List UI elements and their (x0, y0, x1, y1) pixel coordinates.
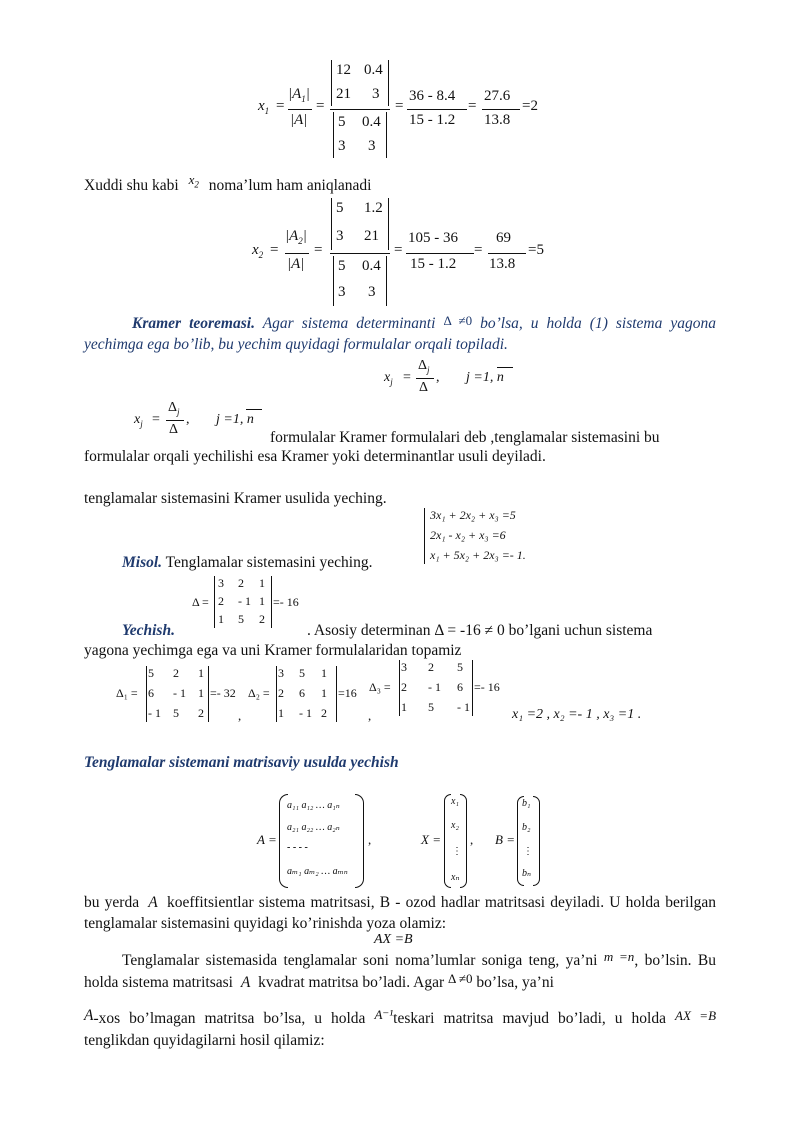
yechish-line (122, 621, 716, 641)
det-cell: 1 (259, 594, 265, 608)
det-cell: 3 (401, 660, 407, 674)
det-cell: 5 (148, 666, 154, 680)
det-cell: - 1 (457, 700, 470, 714)
eq2-f2-num: 105 - 36 (408, 230, 458, 246)
para-3 (84, 1008, 716, 1052)
para-2: Tenglamalar sistemasida tenglamalar soni noma’lumlar soniga teng, ya’ni $^{m =n}$, bo’lsin. Bu holda sistema matritsasi A kvadrat matritsa bo’ladi. Agar $^{\Delta \ne 0}$ bo’lsa, ya’ni (84, 949, 717, 991)
comma: , (238, 708, 242, 723)
kramer-theorem (84, 313, 716, 355)
eq1-frac-num-sub: 1 (301, 94, 306, 104)
para3-t2: teskari matritsa mavjud bo’ladi, u holda (393, 1010, 666, 1027)
x2-var-sub: 2 (194, 179, 199, 190)
eq2-lhs-var: x (252, 242, 259, 258)
det-cell: - 1 (173, 686, 186, 700)
det-cell: 2 (238, 576, 244, 590)
equals-sign: = (395, 98, 404, 114)
equals-sign: = (314, 242, 323, 258)
kramer-para-line1: formulalar Kramer formulalari deb ,tenglamalar sistemasini bu (270, 429, 660, 446)
eq1-frac-den: |A| (290, 112, 308, 128)
comma: , (368, 708, 372, 723)
det-bar (386, 112, 387, 158)
det-cell: 1.2 (364, 200, 383, 216)
kramer-para-line2: formulalar orqali yechilishi esa Kramer yoki determinantlar usuli deyiladi. (84, 448, 546, 465)
yechish-text1: . Asosiy determinan Δ = -16 ≠ 0 bo’lgani uchun sistema (307, 622, 653, 639)
det-cell: 1 (198, 666, 204, 680)
matrix-x-row: x₂ (451, 820, 459, 831)
formula-x: x (384, 370, 391, 385)
matrix-b-label: B = (495, 832, 515, 847)
para3-t1: -xos bo’lmagan matritsa bo’lsa, u holda (93, 1010, 366, 1027)
eq2-lhs-sub: 2 (258, 250, 264, 260)
overline (246, 409, 262, 410)
comma: , (470, 832, 474, 847)
equals-sign: = (276, 98, 285, 114)
det-bar (331, 198, 332, 250)
paren-right (355, 794, 364, 888)
yechish-text2: yagona yechimga ega va uni Kramer formulalaridan topamiz (84, 642, 462, 659)
fraction-bar (416, 378, 434, 379)
det-bar (399, 660, 400, 716)
x2-intro-var (188, 172, 199, 190)
kramer-cond: Δ ≠0 (443, 313, 473, 328)
det-bar (333, 112, 334, 158)
x2-intro-line (84, 172, 372, 201)
eq1-f3-den: 13.8 (484, 112, 511, 128)
para-1 (84, 892, 716, 934)
matrix-a-row: a₂₁ a₂₂ … a₂ₙ (287, 822, 340, 833)
comma: , (436, 370, 440, 385)
fraction-bar (407, 109, 467, 110)
matrix-b-row: ⋮ (523, 846, 533, 857)
equals-sign: = (403, 370, 411, 385)
system-eq-2: 2x₁ - x₂ + x₃ =6 (430, 528, 506, 542)
eq2-frac-den: |A| (287, 256, 305, 272)
det-cell: 3 (338, 138, 346, 154)
para3-A: A (84, 1007, 94, 1024)
misol-line (122, 553, 373, 573)
det-cell: - 1 (428, 680, 441, 694)
det-bar (386, 256, 387, 306)
misol-text: Tenglamalar sistemasini yeching. (165, 554, 373, 571)
misol-label: Misol. (122, 554, 163, 571)
para1-t2: koeffitsientlar sistema matritsasi, B - ozod hadlar matritsasi deyiladi. U holda (166, 894, 661, 911)
det-cell: 5 (336, 200, 344, 216)
formula2-range: j =1, n (216, 412, 254, 427)
formula-sub: j (390, 376, 393, 387)
eq1-f3-num: 27.6 (484, 88, 511, 104)
det-cell: 21 (336, 86, 351, 102)
paren-left (444, 794, 451, 888)
det-cell: 5 (457, 660, 463, 674)
kramer-formula2-lhs (134, 412, 143, 429)
para2-t1: Tenglamalar sistemasida tenglamalar soni noma’lumlar soniga teng, ya’ni (122, 952, 598, 969)
delta-result: =- 32 (210, 686, 236, 700)
eq2-f2-den: 15 - 1.2 (410, 256, 457, 272)
formula2-x: x (134, 412, 141, 427)
det-cell: 1 (401, 700, 407, 714)
det-cell: 21 (364, 228, 379, 244)
det-cell: 12 (336, 62, 351, 78)
det-cell: 1 (198, 686, 204, 700)
eq2-frac-num-sub: 2 (298, 236, 303, 246)
para1-t1: bu yerda (84, 894, 140, 911)
det-cell: 2 (198, 706, 204, 720)
equals-sign: = (270, 242, 279, 258)
comma: , (186, 412, 190, 427)
det-cell: 5 (338, 114, 346, 130)
para2-t4: bo’lsa, ya’ni (476, 974, 554, 991)
matrix-b-row: b₁ (522, 798, 531, 809)
eq2-lhs (252, 242, 263, 260)
matrix-a-row: a₁₁ a₁₂ … a₁ₙ (287, 800, 340, 811)
matrix-a-row: aₘ₁ aₘ₂ … aₘₙ (287, 866, 348, 877)
matrix-a-row: - - - - (287, 842, 308, 853)
eq1-lhs-sub: 1 (264, 106, 270, 116)
equals-sign: = (152, 412, 160, 427)
eq2-f3-den: 13.8 (489, 256, 516, 272)
det-cell: 0.4 (362, 258, 381, 274)
kramer-text2: bo’lsa, u holda (1) sistema (480, 315, 663, 332)
para1-t3: berilgan tenglamalar sistemasini quyidagi ko’rinishda yoza olamiz: (84, 894, 717, 932)
formula-num: $\Delta_j$ (418, 358, 430, 375)
det-cell: 2 (218, 594, 224, 608)
para1-A: A (148, 894, 158, 911)
fraction-bar (285, 253, 309, 254)
eq1-lhs (258, 98, 269, 116)
section-title: Tenglamalar sistemani matrisaviy usulda yechish (84, 754, 399, 771)
para2-eq: m =n (603, 949, 635, 964)
paren-right (533, 796, 540, 886)
para2-A: A (240, 974, 251, 991)
det-cell: 1 (321, 666, 327, 680)
det-bar (208, 666, 209, 722)
det-bar (331, 60, 332, 106)
det-cell: 6 (148, 686, 154, 700)
det-cell: 6 (457, 680, 463, 694)
matrix-x-row: xₙ (451, 872, 460, 883)
eq1-frac-num: $|A_1|$ (288, 86, 310, 104)
det-bar (336, 666, 337, 722)
para2-t2: bo’lsin. Bu holda sistema matritsasi (84, 952, 717, 991)
equals-sign: = (316, 98, 325, 114)
det-cell: - 1 (299, 706, 312, 720)
det-cell: 1 (218, 612, 224, 626)
para2-cond: Δ ≠0 (448, 971, 473, 986)
overline (497, 367, 513, 368)
det-cell: 3 (372, 86, 380, 102)
det-cell: 3 (368, 284, 376, 300)
task-line: tenglamalar sistemasini Kramer usulida yeching. (84, 490, 387, 507)
fraction-bar (406, 253, 474, 254)
delta-result: =16 (338, 686, 357, 700)
fraction-bar (330, 253, 390, 254)
eq1-f2-den: 15 - 1.2 (409, 112, 456, 128)
det-cell: 2 (278, 686, 284, 700)
para3-t3: tenglikdan quyidagilarni hosil qilamiz: (84, 1032, 325, 1049)
det-cell: 2 (321, 706, 327, 720)
yechish-label: Yechish. (122, 622, 175, 639)
fraction-bar (488, 253, 526, 254)
formula2-num: $\Delta_j$ (168, 400, 180, 417)
eq1-frac-num-text: |A (288, 86, 302, 102)
det-cell: 2 (401, 680, 407, 694)
formula2-sub: j (140, 418, 143, 429)
det-cell: 6 (299, 686, 305, 700)
delta-result: =- 16 (474, 680, 500, 694)
det-cell: 2 (259, 612, 265, 626)
det-cell: 3 (218, 576, 224, 590)
det-bar (472, 660, 473, 716)
det-cell: 3 (278, 666, 284, 680)
det-cell: 2 (428, 660, 434, 674)
det-cell: 5 (238, 612, 244, 626)
eq2-f3-num: 69 (496, 230, 511, 246)
eq1-result: =2 (522, 98, 538, 114)
det-cell: - 1 (148, 706, 161, 720)
x2-var: x (188, 172, 195, 187)
det-cell: 2 (173, 666, 179, 680)
para2-t3: kvadrat matritsa bo’ladi. Agar (258, 974, 445, 991)
formula-den: Δ (419, 380, 429, 395)
eq2-frac-num-text: |A (285, 228, 299, 244)
eq2-result: =5 (528, 242, 544, 258)
det-cell: - 1 (238, 594, 251, 608)
det-bar (388, 60, 389, 106)
det-cell: 0.4 (364, 62, 383, 78)
matrix-a-label: A = (257, 832, 277, 847)
kramer-title: Kramer teoremasi. (132, 315, 255, 332)
kramer-text1: Agar sistema determinanti (262, 315, 436, 332)
fraction-bar (330, 109, 390, 110)
det-cell: 5 (338, 258, 346, 274)
x2-intro-before: Xuddi shu kabi (84, 177, 179, 194)
solution-values: x₁ =2 , x₂ =- 1 , x₃ =1 . (512, 707, 642, 722)
det-cell: 1 (321, 686, 327, 700)
fraction-bar (482, 109, 520, 110)
para3-eq: AX =B (675, 1008, 717, 1023)
det-cell: 3 (338, 284, 346, 300)
det-cell: 0.4 (362, 114, 381, 130)
kramer-formula-lhs (384, 370, 393, 387)
formula-range: j =1, n (466, 370, 504, 385)
formula-num-text: Δ (418, 358, 428, 373)
det-cell: 1 (259, 576, 265, 590)
det-cell: 3 (368, 138, 376, 154)
comma: , (368, 832, 372, 847)
equals-sign: = (474, 242, 483, 258)
system-eq-1: 3x₁ + 2x₂ + x₃ =5 (430, 508, 516, 522)
para1-eq: AX =B (374, 932, 413, 947)
delta-label: Δ₁ = (116, 686, 138, 700)
eq2-frac-num: $|A_2|$ (285, 228, 307, 246)
det-bar (333, 256, 334, 306)
formula2-num-text: Δ (168, 400, 178, 415)
matrix-b-row: b₂ (522, 822, 531, 833)
matrix-x-row: x₁ (451, 796, 459, 807)
det-cell: 5 (173, 706, 179, 720)
system-eq-3: x₁ + 5x₂ + 2x₃ =- 1. (430, 548, 526, 562)
matrix-x-row: ⋮ (452, 846, 462, 857)
fraction-bar (166, 420, 184, 421)
det-bar (146, 666, 147, 722)
eq1-lhs-var: x (258, 98, 265, 114)
delta-main-label: Δ = (192, 595, 209, 609)
para3-Ainv: A⁻¹ (374, 1007, 394, 1022)
delta-label: Δ₂ = (248, 686, 270, 700)
delta-label: Δ₃ = (369, 680, 391, 694)
det-cell: 3 (336, 228, 344, 244)
det-bar (276, 666, 277, 722)
x2-intro-after: noma’lum ham aniqlanadi (208, 177, 372, 194)
det-cell: 5 (299, 666, 305, 680)
system-brace (424, 508, 429, 564)
equals-sign: = (394, 242, 403, 258)
paren-right (460, 794, 467, 888)
det-cell: 1 (278, 706, 284, 720)
det-bar (388, 198, 389, 250)
equals-sign: = (468, 98, 477, 114)
fraction-bar (288, 109, 312, 110)
det-cell: 5 (428, 700, 434, 714)
formula2-den: Δ (169, 422, 179, 437)
delta-main-result: =- 16 (273, 595, 299, 609)
eq1-f2-num: 36 - 8.4 (409, 88, 456, 104)
matrix-x-label: X = (421, 832, 441, 847)
kramer-text3: yagona yechimga ega bo’lib, bu yechim quyidagi formulalar orqali topiladi. (84, 315, 717, 353)
matrix-b-row: bₙ (522, 868, 532, 879)
